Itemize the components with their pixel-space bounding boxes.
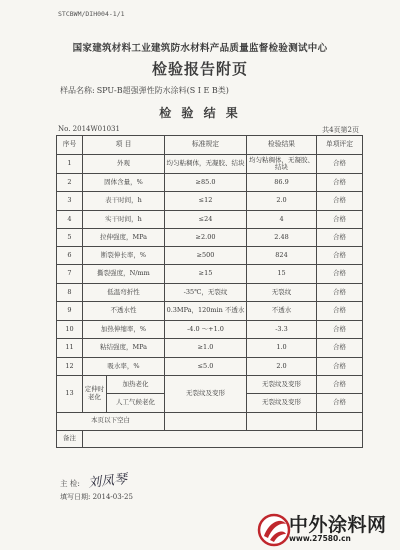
row-standard: ≤5.0 [165,357,247,375]
row-no: 12 [57,357,83,375]
row-evaluation: 合格 [317,302,363,321]
row-no: 3 [57,192,83,210]
row-result: 不透水 [247,302,317,321]
blank-note: 本页以下空白 [57,412,165,430]
row-subitem: 加热老化 [107,375,165,393]
date-label: 填写日期: [60,493,91,501]
row-no: 11 [57,339,83,357]
table-header-row [57,136,363,155]
row-standard: -4.0 ～+1.0 [165,321,247,339]
row-standard: 无裂纹及变形 [165,375,247,412]
table-row [57,210,363,228]
table-row [57,247,363,265]
row-standard: ≤12 [165,192,247,210]
row-evaluation: 合格 [317,394,363,412]
row-item: 吸水率，% [83,357,165,375]
sample-line [60,85,231,96]
document-number: STCBWM/DIH004-1/1 [58,10,125,18]
row-no: 2 [57,174,83,192]
row-result: 86.9 [247,174,317,192]
row-result: 2.0 [247,192,317,210]
row-group: 定伸时老化 [83,375,107,412]
row-evaluation: 合格 [317,174,363,192]
remark-row [57,430,363,447]
table-row [57,357,363,375]
blank-note-row [57,412,363,430]
row-evaluation: 合格 [317,155,363,174]
row-result: 无裂纹及变形 [247,394,317,412]
row-standard: 0.3MPa，120min 不透水 [165,302,247,321]
table-row [57,192,363,210]
row-result: 2.0 [247,357,317,375]
row-standard: ≤24 [165,210,247,228]
watermark-url: www.27580.cn [289,534,351,543]
header-standard: 标准规定 [165,136,247,155]
row-item: 不透水性 [83,302,165,321]
row-subitem: 人工气候老化 [107,394,165,412]
row-result: -3.3 [247,321,317,339]
row-result: 2.48 [247,228,317,246]
table-row [57,174,363,192]
watermark-name: 中外涂料网 [289,514,387,536]
row-no: 7 [57,265,83,283]
report-number: No. 2014W01031 [58,125,120,133]
row-item: 表干时间，h [83,192,165,210]
row-result: 无裂纹及变形 [247,375,317,393]
sample-name: SPU-B超强弹性防水涂料(S Ⅰ E B类) [96,86,229,95]
row-no: 8 [57,283,83,301]
row-standard: ≥2.00 [165,228,247,246]
row-evaluation: 合格 [317,228,363,246]
row-no: 13 [57,375,83,412]
remark-content [83,430,363,447]
table-row [57,302,363,321]
row-item: 断裂伸长率，% [83,247,165,265]
row-item: 低温弯折性 [83,283,165,301]
row-evaluation: 合格 [317,265,363,283]
row-result: 无裂纹 [247,283,317,301]
row-standard: ≥15 [165,265,247,283]
row-no: 4 [57,210,83,228]
row-item: 拉伸强度，MPa [83,228,165,246]
row-standard: 均匀粘稠体，无凝胶、结块 [165,155,247,174]
remark-label: 备注 [57,430,83,447]
row-no: 9 [57,302,83,321]
row-evaluation: 合格 [317,357,363,375]
fill-date [60,492,133,502]
organization-name: 国家建筑材料工业建筑防水材料产品质量监督检验测试中心 [72,43,328,54]
header-result: 检验结果 [247,136,317,155]
row-standard: ≥1.0 [165,339,247,357]
table-row [57,228,363,246]
row-item: 固体含量，% [83,174,165,192]
row-result: 1.0 [247,339,317,357]
header-no: 序号 [57,136,83,155]
row-standard: ≥85.0 [165,174,247,192]
row-no: 6 [57,247,83,265]
table-row [57,265,363,283]
inspector-signature: 刘凤琴 [87,471,128,491]
results-title: 检 验 结 果 [159,106,241,120]
date-value: 2014-03-25 [92,493,133,501]
row-no: 1 [57,155,83,174]
row-item: 粘结强度，MPa [83,339,165,357]
row-evaluation: 合格 [317,375,363,393]
row-item: 实干时间，h [83,210,165,228]
table-row-13a [57,375,363,393]
row-item: 撕裂强度，N/mm [83,265,165,283]
table-row [57,321,363,339]
header-item: 项 目 [83,136,165,155]
report-title: 检验报告附页 [151,60,248,78]
row-result: 4 [247,210,317,228]
row-result: 15 [247,265,317,283]
blank-cell [165,412,247,430]
table-row [57,155,363,174]
row-evaluation: 合格 [317,247,363,265]
results-table [56,135,363,448]
row-no: 10 [57,321,83,339]
row-evaluation: 合格 [317,192,363,210]
table-row [57,283,363,301]
row-evaluation: 合格 [317,283,363,301]
inspector-label: 主 检: [60,479,80,488]
table-row [57,339,363,357]
row-standard: -35℃，无裂纹 [165,283,247,301]
row-no: 5 [57,228,83,246]
row-item: 加热伸缩率，% [83,321,165,339]
sample-label: 样品名称: [60,86,95,95]
blank-cell [247,412,317,430]
row-evaluation: 合格 [317,321,363,339]
header-evaluation: 单项评定 [317,136,363,155]
row-item: 外观 [83,155,165,174]
page-indicator: 共4页第2页 [322,126,359,134]
row-evaluation: 合格 [317,210,363,228]
row-standard: ≥500 [165,247,247,265]
blank-cell [317,412,363,430]
row-result: 均匀粘稠体，无凝胶、结块 [247,155,317,174]
row-result: 824 [247,247,317,265]
row-evaluation: 合格 [317,339,363,357]
